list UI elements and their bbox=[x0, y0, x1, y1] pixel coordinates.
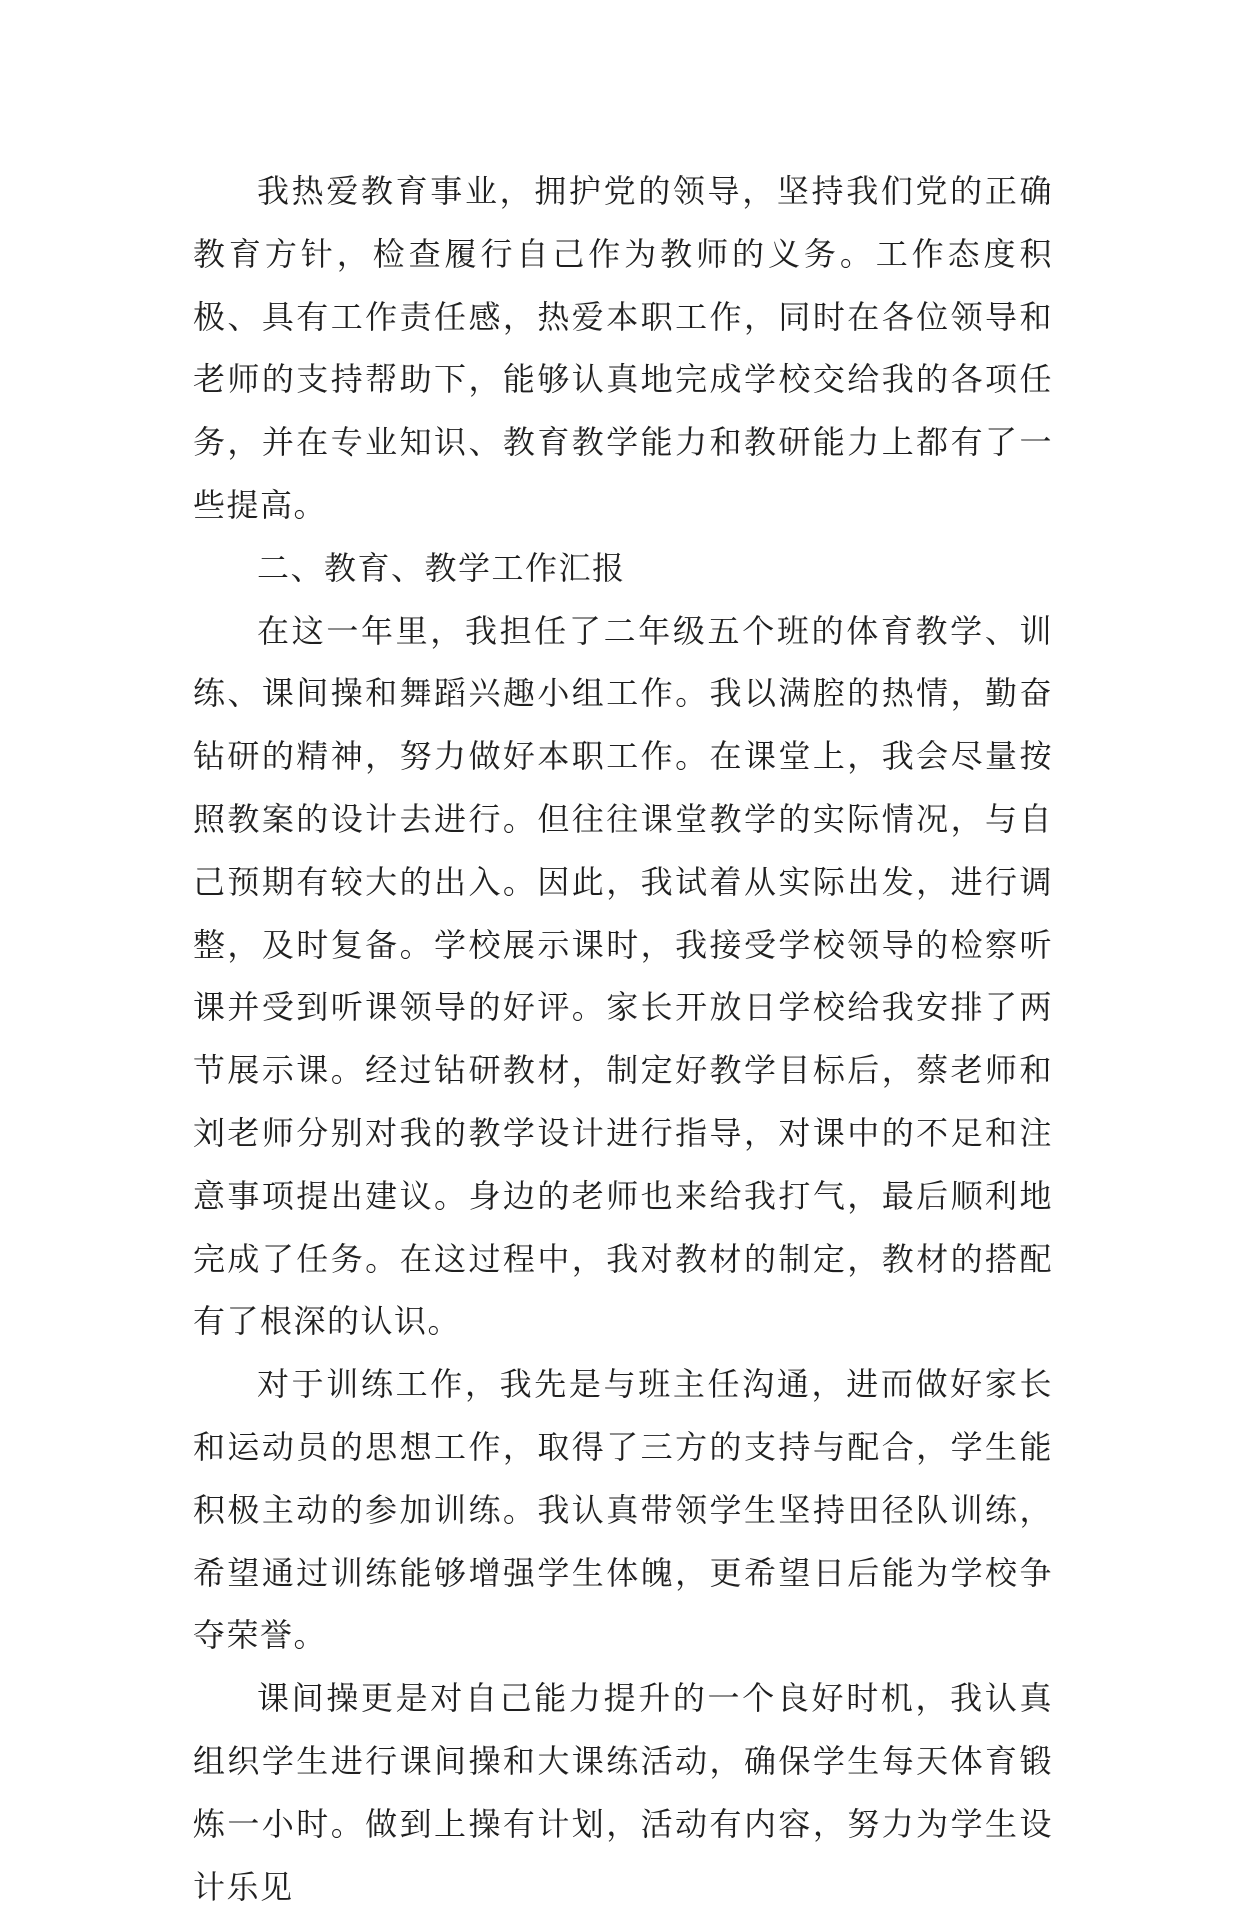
paragraph-work-attitude: 我热爱教育事业，拥护党的领导，坚持我们党的正确教育方针，检查履行自己作为教师的义务。工作态度积极、具有工作责任感，热爱本职工作，同时在各位领导和老师的支持帮助下，能够认真地完成学校交给我的各项任务，并在专业知识、教育教学能力和教研能力上都有了一些提高。 bbox=[193, 172, 1053, 524]
document-page bbox=[193, 160, 1053, 1918]
paragraph-exercise-break: 课间操更是对自己能力提升的一个良好时机，我认真组织学生进行课间操和大课练活动，确保学生每天体育锻炼一小时。做到上操有计划，活动有内容，努力为学生设计乐见 bbox=[193, 1679, 1053, 1906]
paragraph-training-work: 对于训练工作，我先是与班主任沟通，进而做好家长和运动员的思想工作，取得了三方的支持与配合，学生能积极主动的参加训练。我认真带领学生坚持田径队训练，希望通过训练能够增强学生体魄，更希望日后能为学校争夺荣誉。 bbox=[193, 1365, 1053, 1655]
paragraph-teaching-work: 在这一年里，我担任了二年级五个班的体育教学、训练、课间操和舞蹈兴趣小组工作。我以满腔的热情，勤奋钻研的精神，努力做好本职工作。在课堂上，我会尽量按照教案的设计去进行。但往往课堂教学的实际情况，与自己预期有较大的出入。因此，我试着从实际出发，进行调整，及时复备。学校展示课时，我接受学校领导的检察听课并受到听课领导的好评。家长开放日学校给我安排了两节展示课。经过钻研教材，制定好教学目标后，蔡老师和刘老师分别对我的教学设计进行指导，对课中的不足和注意事项提出建议。身边的老师也来给我打气，最后顺利地完成了任务。在这过程中，我对教材的制定，教材的搭配有了根深的认识。 bbox=[193, 611, 1053, 1341]
section-heading-teaching-report: 二、教育、教学工作汇报 bbox=[257, 548, 626, 587]
